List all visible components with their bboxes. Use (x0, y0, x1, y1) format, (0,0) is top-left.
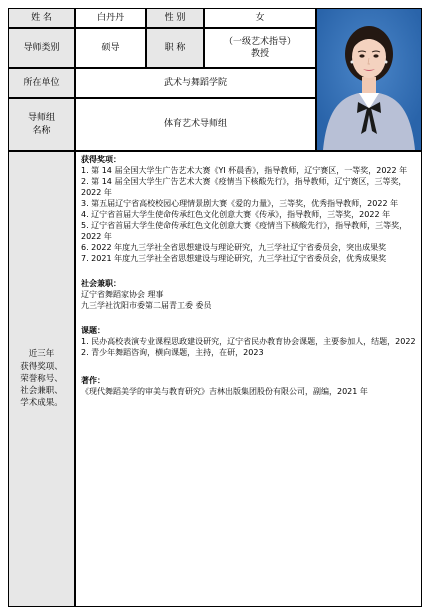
award-item: 2. 第 14 届全国大学生广告艺术大赛《疫情当下核酸先行》，指导教师，辽宁赛区，三等奖，2022 年 (81, 177, 407, 198)
social-item: 辽宁省舞蹈家协会 理事 (81, 290, 164, 300)
title-value (204, 28, 316, 68)
award-item: 4. 辽宁省首届大学生使命传承红色文化创意大赛《传承》，指导教师，三等奖，2022 年 (81, 210, 391, 220)
works-heading: 著作： (81, 375, 105, 385)
gender-value: 女 (204, 8, 316, 28)
award-item: 5. 辽宁省首届大学生使命传承红色文化创意大赛《疫情当下核酸先行》，指导教师，三等奖，2022 年 (81, 221, 408, 242)
award-item: 1. 第 14 届全国大学生广告艺术大赛《YI 杯晨香》，指导教师，辽宁赛区，一等奖，2022 年 (81, 166, 408, 176)
awards-label-line2: 获得奖项、 (20, 361, 63, 372)
supervisor-type-value: 硕导 (75, 28, 146, 68)
portrait-photo (316, 8, 422, 151)
award-item: 3. 第五届辽宁省高校校园心理情景剧大赛《爱的力量》，三等奖，优秀指导教师，2022 年 (81, 199, 399, 209)
unit-value: 武术与舞蹈学院 (75, 68, 316, 98)
award-item: 6. 2022 年度九三学社全省思想建设与理论研究，九三学社辽宁省委员会，突出成果奖 (81, 243, 387, 253)
awards-section-content (75, 151, 422, 607)
unit-label: 所在单位 (8, 68, 75, 98)
title-value-line1: （一级艺术指导） (223, 36, 296, 47)
group-label-line2: 名称 (32, 125, 51, 136)
project-item: 1. 民办高校表演专业课程思政建设研究，辽宁省民办教育协会课题，主要参加人，结题，2022 (81, 337, 416, 347)
awards-label-line3: 荣誉称号、 (20, 373, 63, 384)
group-label-line1: 导师组 (27, 113, 55, 124)
award-item: 7. 2021 年度九三学社全省思想建设与理论研究，九三学社辽宁省委员会，优秀成果奖 (81, 254, 387, 264)
gender-label: 性 别 (146, 8, 204, 28)
group-value: 体育艺术导师组 (75, 98, 316, 151)
title-value-line2: 教授 (250, 49, 269, 59)
name-label: 姓 名 (8, 8, 75, 28)
awards-label-line4: 社会兼职、 (20, 386, 63, 397)
projects-heading: 课题： (81, 326, 105, 336)
awards-heading: 获得奖项： (81, 155, 121, 164)
supervisor-type-label: 导师类别 (8, 28, 75, 68)
awards-section-label (8, 151, 75, 607)
awards-label-line5: 学术成果。 (20, 398, 63, 409)
title-label: 职 称 (146, 28, 204, 68)
portrait-icon (317, 9, 421, 150)
social-item: 九三学社沈阳市委第二届青工委 委员 (81, 301, 212, 311)
name-value: 白丹丹 (75, 8, 146, 28)
project-item: 2. 青少年舞蹈咨询，横向课题，主持，在研，2023 (81, 348, 264, 358)
group-label (8, 98, 75, 151)
social-heading: 社会兼职： (81, 279, 121, 289)
work-item: 《现代舞蹈美学的审美与教育研究》吉林出版集团股份有限公司，副编，2021 年 (81, 386, 368, 396)
awards-label-line1: 近三年 (28, 349, 55, 360)
